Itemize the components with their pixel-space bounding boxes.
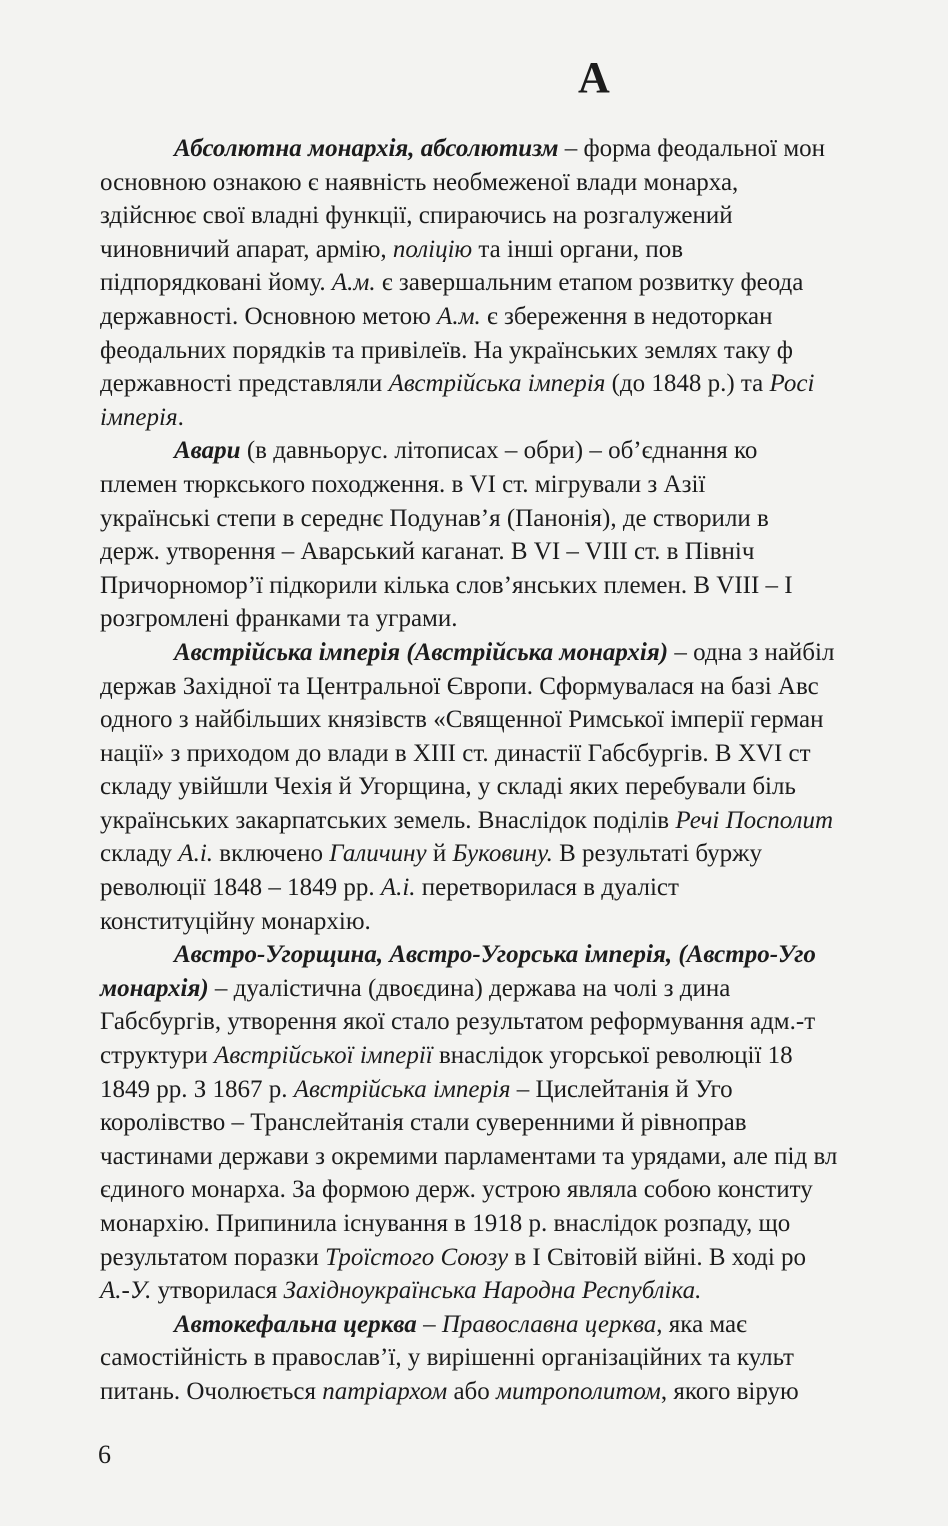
headword: Австрійська імперія (Австрійська монархія) — [174, 638, 669, 666]
text-line — [100, 636, 948, 670]
text-line — [100, 837, 948, 871]
text-line — [100, 938, 948, 972]
text-segment: розгромлені франками та уграми. — [100, 605, 458, 633]
text-line — [100, 1005, 948, 1039]
text-segment: частинами держави з окремими парламентами та урядами, але під вл — [100, 1142, 838, 1170]
text-line — [100, 535, 948, 569]
text-segment: самостійність в православ’ї, у вирішенні організаційних та культ — [100, 1344, 794, 1372]
text-segment: нації» з приходом до влади в XIII ст. династії Габсбургів. В XVI ст — [100, 739, 811, 767]
text-segment: В результаті буржу — [552, 840, 762, 868]
headword: монархія) — [100, 974, 209, 1002]
text-segment: монархію. Припинила існування в 1918 р. внаслідок розпаду, що — [100, 1210, 791, 1237]
dictionary-entry — [100, 636, 948, 938]
headword: Абсолютна монархія, абсолютизм — [174, 135, 559, 162]
text-segment: – дуалістична (двоєдина) держава на чолі з дина — [208, 974, 731, 1002]
text-segment: конституційну монархію. — [100, 907, 371, 935]
text-segment: держ. утворення – Аварський каганат. В VI – VIII ст. в Північ — [100, 538, 755, 566]
text-segment: й — [426, 840, 453, 868]
text-segment: держав Західної та Центральної Європи. Сформувалася на базі Авс — [100, 672, 819, 700]
text-segment: питань. Очолюється — [100, 1377, 323, 1405]
text-segment: або — [447, 1377, 497, 1405]
text-segment: чиновничий апарат, армію, — [100, 235, 393, 263]
text-segment: державності представляли — [100, 370, 389, 398]
dictionary-entry — [100, 938, 948, 1308]
text-line — [100, 199, 948, 233]
text-line — [100, 737, 948, 771]
text-line — [100, 1375, 948, 1409]
headword: Авари — [174, 437, 241, 465]
text-line — [100, 434, 948, 468]
text-segment: в І Світовій війні. В ході ро — [508, 1243, 807, 1271]
cross-reference: патріархом — [322, 1377, 448, 1405]
text-line — [100, 132, 948, 166]
text-segment: революції 1848 – 1849 рр. — [100, 874, 381, 902]
headword: Австро-Угорщина, Австро-Угорська імперія, (Австро-Уго — [174, 941, 816, 969]
text-segment: результатом поразки — [100, 1243, 326, 1271]
cross-reference: А.м. — [437, 302, 481, 330]
text-line — [100, 1207, 948, 1241]
text-segment: – Цислейтанія й Уго — [510, 1075, 733, 1103]
text-line — [100, 300, 948, 334]
text-segment: є збереження в недоторкан — [480, 302, 773, 330]
text-segment: – одна з найбіл — [668, 638, 835, 666]
text-segment: , яка має — [656, 1310, 747, 1338]
cross-reference: А.і. — [178, 840, 214, 868]
cross-reference: Росі — [769, 370, 815, 398]
text-segment: . — [177, 403, 184, 431]
text-line — [100, 569, 948, 603]
section-letter: А — [578, 53, 610, 102]
text-line — [100, 166, 948, 200]
text-line — [100, 1039, 948, 1073]
dictionary-entry — [100, 1308, 948, 1409]
text-segment: Причорномор’ї підкорили кілька слов’янських племен. В VIII – I — [100, 571, 793, 599]
text-line — [100, 905, 948, 939]
text-segment: одного з найбільших князівств «Священної Римської імперії герман — [100, 706, 824, 734]
text-segment: є завершальним етапом розвитку феода — [375, 269, 804, 297]
text-line — [100, 266, 948, 300]
cross-reference: Австрійська імперія — [293, 1075, 511, 1103]
dictionary-entry — [100, 434, 948, 636]
cross-reference: Православна церква — [441, 1310, 657, 1338]
text-segment: перетворилася в дуаліст — [415, 874, 679, 902]
text-line — [100, 602, 948, 636]
text-line — [100, 1241, 948, 1275]
text-line — [100, 804, 948, 838]
text-segment: та інші органи, пов — [472, 235, 684, 263]
text-segment: основною ознакою є наявність необмеженої влади монарха, — [100, 168, 739, 196]
text-segment: утворилася — [151, 1277, 284, 1305]
cross-reference: імперія — [100, 403, 178, 431]
text-line — [100, 1341, 948, 1375]
text-line — [100, 670, 948, 704]
text-segment: єдиного монарха. За формою держ. устрою являла собою конститу — [100, 1176, 813, 1204]
text-segment: – форма феодальної мон — [558, 135, 826, 162]
cross-reference: Буковину. — [452, 840, 553, 868]
text-segment: (до 1848 р.) та — [605, 370, 770, 398]
text-line — [100, 502, 948, 536]
page-number: 6 — [98, 1440, 111, 1469]
text-line — [100, 703, 948, 737]
text-segment: внаслідок угорської революції 18 — [432, 1042, 793, 1070]
text-line — [100, 972, 948, 1006]
text-segment: феодальних порядків та привілеїв. На українських землях таку ф — [100, 336, 793, 364]
text-line — [100, 871, 948, 905]
text-segment: – — [416, 1310, 442, 1338]
text-segment: українські степи в середнє Подунав’я (Панонія), де створили в — [100, 504, 769, 532]
cross-reference: А.-У. — [100, 1277, 152, 1305]
text-line — [100, 1073, 948, 1107]
headword: Автокефальна церква — [174, 1310, 417, 1338]
text-segment: 1849 рр. З 1867 р. — [100, 1075, 294, 1103]
text-segment: , якого вірую — [660, 1377, 799, 1405]
text-segment: Габсбургів, утворення якої стало результатом реформування адм.-т — [100, 1008, 816, 1036]
text-line — [100, 1274, 948, 1308]
text-segment: державності. Основною метою — [100, 302, 438, 330]
text-line — [100, 1140, 948, 1174]
text-segment: українських закарпатських земель. Внаслідок поділів — [100, 806, 676, 834]
text-segment: складу увійшли Чехія й Угорщина, у складі яких перебували біль — [100, 773, 796, 801]
cross-reference: Австрійська імперія — [388, 370, 606, 398]
text-segment: здійснює свої владні функції, спираючись на розгалужений — [100, 202, 733, 230]
text-segment: складу — [100, 840, 179, 868]
cross-reference: Західноукраїнська Народна Республіка. — [283, 1277, 702, 1305]
text-line — [100, 1173, 948, 1207]
cross-reference: Речі Посполит — [675, 806, 834, 834]
cross-reference: Австрійської імперії — [214, 1042, 433, 1070]
text-segment: королівство – Транслейтанія стали суверенними й рівноправ — [100, 1109, 747, 1137]
text-segment: племен тюркського походження. в VI ст. мігрували з Азії — [100, 470, 706, 498]
text-line — [100, 401, 948, 435]
text-line — [100, 233, 948, 267]
cross-reference: митрополитом — [496, 1377, 661, 1405]
dictionary-entry — [100, 132, 948, 434]
cross-reference: А.і. — [380, 874, 416, 902]
dictionary-entries — [100, 132, 948, 1409]
cross-reference: поліцію — [392, 235, 473, 263]
cross-reference: Троїстого Союзу — [325, 1243, 509, 1271]
text-segment: включено — [213, 840, 330, 868]
cross-reference: А.м. — [331, 269, 376, 297]
text-segment: (в давньорус. літописах – обри) – об’єднання ко — [240, 437, 758, 465]
text-segment: структури — [100, 1042, 215, 1070]
text-line — [100, 468, 948, 502]
text-line — [100, 1106, 948, 1140]
text-line — [100, 770, 948, 804]
text-line — [100, 334, 948, 368]
text-line — [100, 1308, 948, 1342]
text-line — [100, 367, 948, 401]
text-segment: підпорядковані йому. — [100, 269, 332, 297]
cross-reference: Галичину — [329, 840, 427, 868]
